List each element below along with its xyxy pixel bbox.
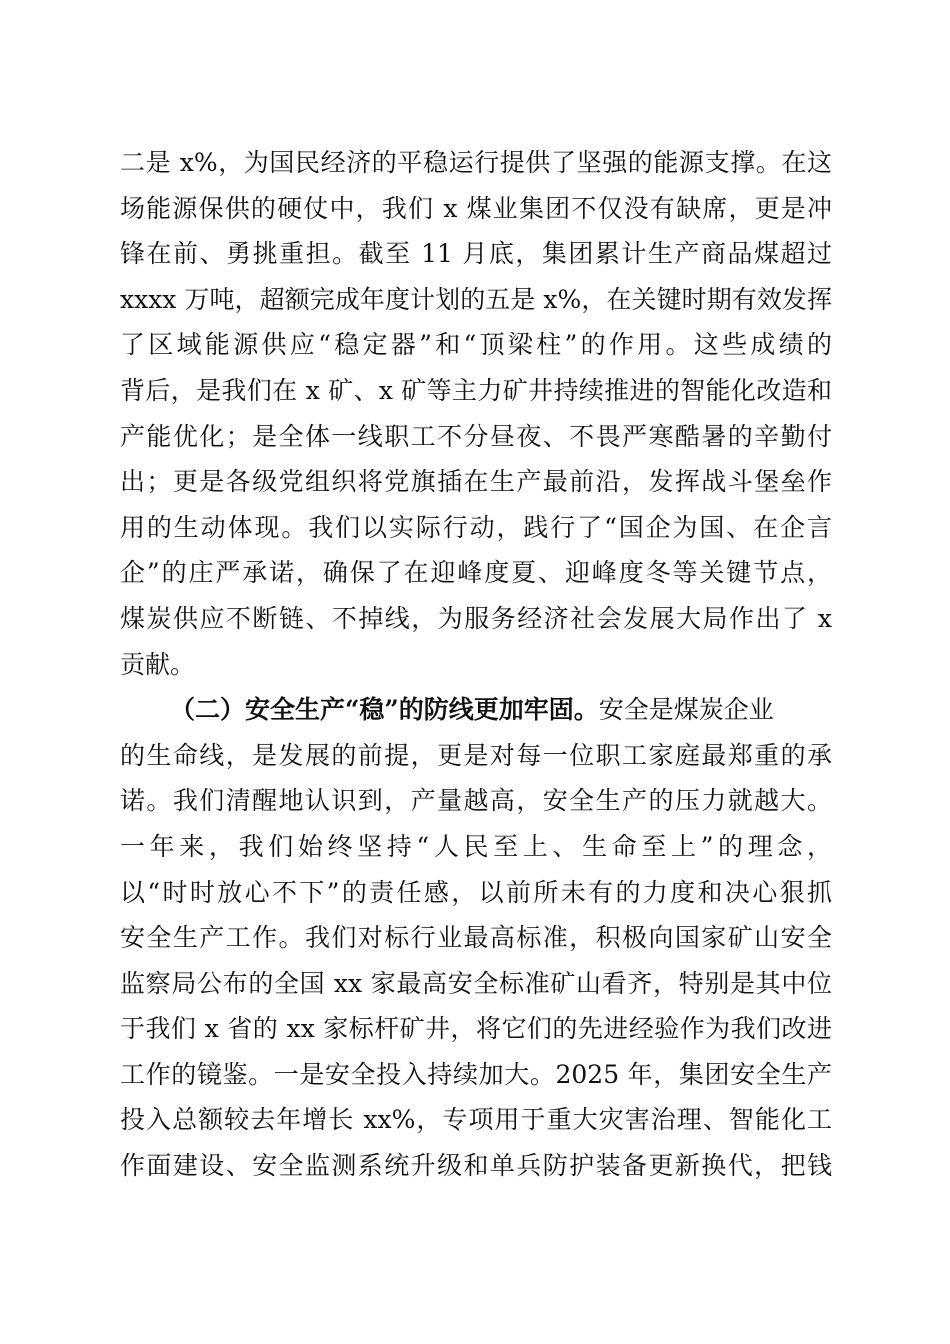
section-heading-continuation: 安全是煤炭企业 bbox=[598, 695, 774, 725]
text-line: 了区域能源供应“稳定器”和“顶梁柱”的作用。这些成绩的 bbox=[120, 330, 832, 360]
text-line: 工作的镜鉴。一是安全投入持续加大。2025 年，集团安全生产 bbox=[120, 1059, 832, 1089]
text-line: 二是 x%，为国民经济的平稳运行提供了坚强的能源支撑。在这 bbox=[120, 148, 832, 177]
text-line: 安全生产工作。我们对标行业最高标准，积极向国家矿山安全 bbox=[120, 923, 832, 953]
section-heading-line bbox=[120, 687, 832, 733]
text-line: 出；更是各级党组织将党旗插在生产最前沿，发挥战斗堡垒作 bbox=[120, 467, 832, 497]
text-line: 于我们 x 省的 xx 家标杆矿井，将它们的先进经验作为我们改进 bbox=[120, 1014, 832, 1044]
text-line: 的生命线，是发展的前提，更是对每一位职工家庭最郑重的承 bbox=[120, 740, 832, 770]
text-line: xxxx 万吨，超额完成年度计划的五是 x%，在关键时期有效发挥 bbox=[120, 284, 832, 314]
text-line: 产能优化；是全体一线职工不分昼夜、不畏严寒酷暑的辛勤付 bbox=[120, 421, 832, 451]
text-line: 诺。我们清醒地认识到，产量越高，安全生产的压力就越大。 bbox=[120, 786, 832, 816]
text-line: 锋在前、勇挑重担。截至 11 月底，集团累计生产商品煤超过 bbox=[120, 239, 832, 269]
section-heading: （二）安全生产“稳”的防线更加牢固。 bbox=[170, 695, 599, 725]
text-line: 背后，是我们在 x 矿、x 矿等主力矿井持续推进的智能化改造和 bbox=[120, 375, 832, 405]
text-line: 作面建设、安全监测系统升级和单兵防护装备更新换代，把钱 bbox=[120, 1151, 832, 1181]
text-line: 一年来，我们始终坚持“人民至上、生命至上”的理念， bbox=[120, 831, 832, 861]
text-line: 场能源保供的硬仗中，我们 x 煤业集团不仅没有缺席，更是冲 bbox=[120, 193, 832, 223]
text-line: 贡献。 bbox=[120, 649, 196, 679]
body-text bbox=[120, 140, 832, 1189]
text-line: 企”的庄严承诺，确保了在迎峰度夏、迎峰度冬等关键节点， bbox=[120, 558, 832, 588]
text-line: 以“时时放心不下”的责任感，以前所未有的力度和决心狠抓 bbox=[120, 877, 832, 907]
text-line: 煤炭供应不断链、不掉线，为服务经济社会发展大局作出了 x bbox=[120, 603, 832, 633]
text-line: 用的生动体现。我们以实际行动，践行了“国企为国、在企言 bbox=[120, 512, 832, 542]
text-line: 投入总额较去年增长 xx%，专项用于重大灾害治理、智能化工 bbox=[120, 1105, 832, 1135]
text-line: 监察局公布的全国 xx 家最高安全标准矿山看齐，特别是其中位 bbox=[120, 968, 832, 998]
